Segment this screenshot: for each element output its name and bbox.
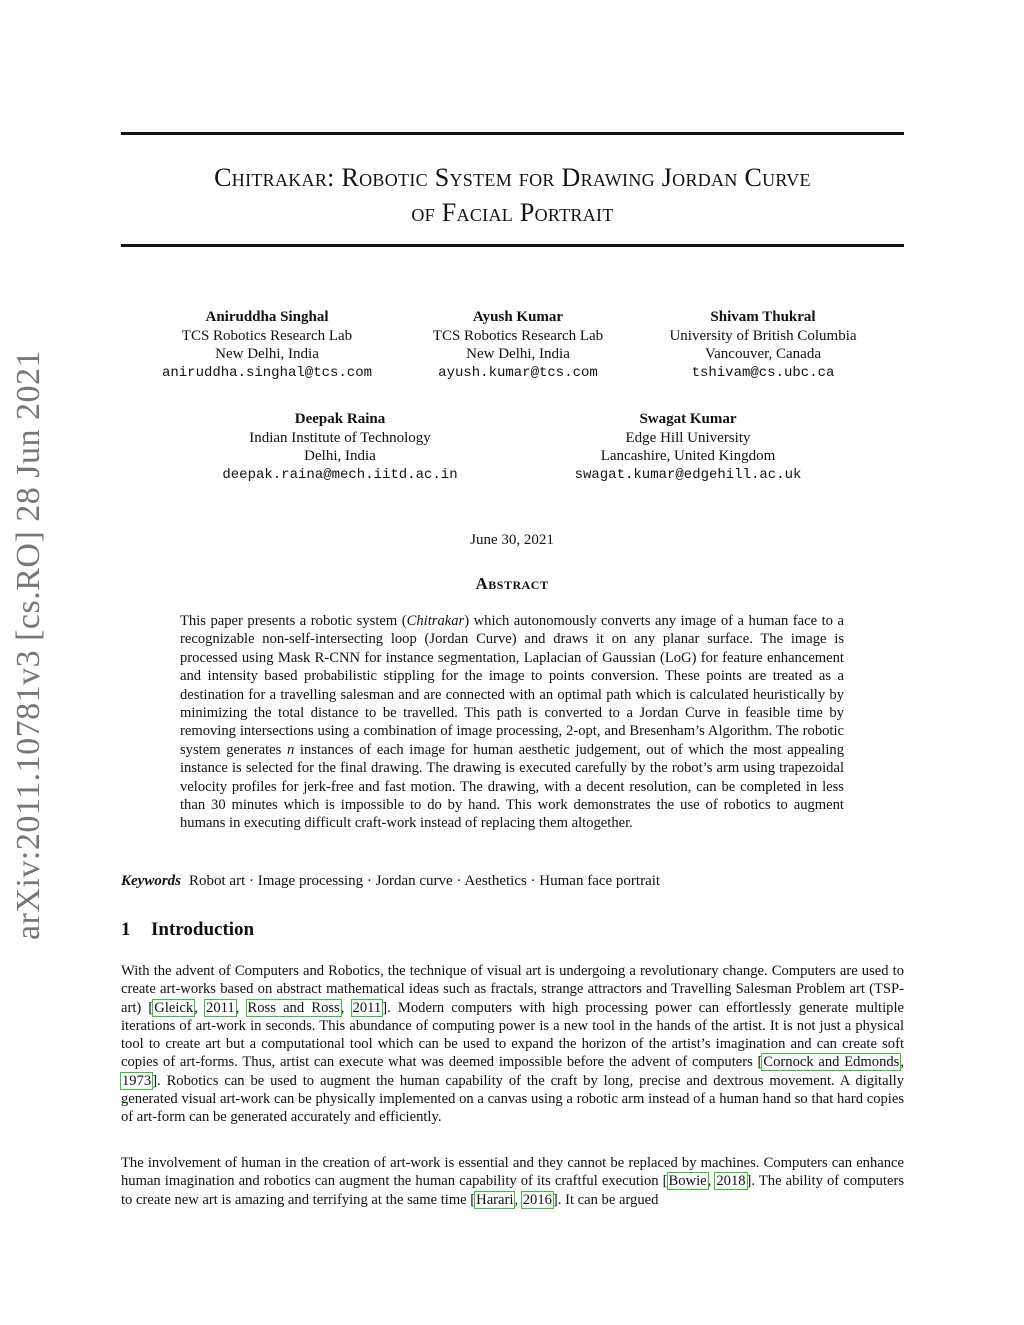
section-number: 1 — [121, 919, 131, 940]
author-name: Ayush Kumar — [472, 309, 564, 325]
citation-link-harari[interactable]: Harari — [476, 1191, 514, 1208]
paragraph-text: The involvement of human in the creation of art-work is essential and they cannot be replaced by machines. Computers can enhance human imagination and robotics can augment the human capability of its craftful execution [ — [121, 1155, 904, 1190]
citation-link-harari-year[interactable]: 2016 — [522, 1191, 552, 1208]
author-name: Aniruddha Singhal — [205, 309, 329, 325]
author-name: Swagat Kumar — [639, 411, 737, 427]
author-location: Lancashire, United Kingdom — [600, 448, 776, 464]
author-email-link[interactable]: deepak.raina@mech.iitd.ac.in — [222, 466, 458, 483]
author-block — [378, 308, 658, 382]
paragraph-text: ]. Modern computers with high processing power can effortlessly generate multiple iterations of art-work in seconds. This abundance of computing power is a new tool in the hands of the artist. It is not just a physical tool to create art but a computational tool which can be used to expand the horizon of the artist’s imagination and can create soft copies of art-forms. Thus, artist can execute what was deemed impossible before the advent of computers [ — [121, 999, 904, 1071]
intro-paragraph-1: With the advent of Computers and Robotics, the technique of visual art is undergoing a revolutionary change. Computers are used to create art-works based on abstract mathematical ideas such as fractals, strange attractors and Travelling Salesman Problem art (TSP-art) [Gleick, 2011, Ross and Ross, 2011]. Modern computers with high processing power can effortlessly generate multiple iterations of art-work in seconds. This abundance of computing power is a new tool in the hands of the artist. It is not just a physical tool to create art but a computational tool which can be used to expand the horizon of the artist’s imagination and can create soft copies of art-forms. Thus, artist can execute what was deemed impossible before the advent of computers [Cornock and Edmonds, 1973]. Robotics can be used to augment the human capability of the craft by long, precise and dextrous movement. A digitally generated visual art-work can be physically implemented on a canvas using a robotic arm instead of a human hand so that hard copies of art-form can be generated accurately and efficiently. — [121, 963, 905, 1126]
citation-link-ross-year[interactable]: 2011 — [352, 999, 382, 1016]
author-block — [538, 410, 838, 484]
paragraph-text: ]. It can be argued — [552, 1191, 659, 1208]
paper-title-line-1: Chitrakar: Robotic System for Drawing Jordan Curve — [214, 163, 811, 192]
author-location: Vancouver, Canada — [704, 346, 821, 362]
paragraph-text: ]. The ability of computers to create new art is amazing and terrifying at the same time [ — [121, 1173, 905, 1208]
keywords-list: Robot art · Image processing · Jordan curve · Aesthetics · Human face portrait — [189, 873, 661, 889]
section-heading-introduction — [121, 918, 254, 942]
abstract-text — [180, 612, 844, 833]
math-variable-n: n — [286, 741, 295, 758]
author-location: New Delhi, India — [215, 346, 319, 362]
author-block — [190, 410, 490, 484]
keywords-label: Keywords — [121, 873, 181, 889]
author-name: Deepak Raina — [294, 411, 386, 427]
citation-link-bowie[interactable]: Bowie — [668, 1173, 707, 1190]
keywords-line — [121, 872, 904, 890]
title-top-rule — [121, 132, 904, 135]
author-block — [630, 308, 896, 382]
citation-link-cornock-year[interactable]: 1973 — [122, 1072, 152, 1089]
author-email-link[interactable]: ayush.kumar@tcs.com — [438, 364, 598, 381]
author-location: New Delhi, India — [466, 346, 570, 362]
author-affiliation: TCS Robotics Research Lab — [432, 327, 604, 344]
abstract-heading: Abstract — [475, 574, 549, 593]
author-affiliation: TCS Robotics Research Lab — [181, 327, 353, 344]
citation-link-gleick-year[interactable]: 2011 — [206, 999, 235, 1016]
system-name-italic: Chitrakar — [406, 613, 465, 629]
arxiv-identifier-stamp: arXiv:2011.10781v3 [cs.RO] 28 Jun 2021 — [10, 349, 47, 940]
title-bottom-rule — [121, 244, 904, 247]
author-affiliation: Indian Institute of Technology — [249, 429, 431, 446]
author-location: Delhi, India — [304, 448, 376, 464]
abstract-text-part: instances of each image for human aesthetic judgement, out of which the most appealing instance is selected for the final drawing. The drawing is executed carefully by the robot’s arm using trapezoidal velocity profiles for jerk-free and fast motion. The drawing, with a decent resolution, can be completed in less than 30 minutes which is impossible to do by hand. This work demonstrates the use of robotics to augment humans in executing difficult craft-work instead of replacing them altogether. — [180, 741, 844, 832]
author-email-link[interactable]: aniruddha.singhal@tcs.com — [161, 364, 373, 381]
author-email-link[interactable]: swagat.kumar@edgehill.ac.uk — [574, 466, 802, 483]
citation-link-bowie-year[interactable]: 2018 — [716, 1173, 746, 1190]
citation-link-ross[interactable]: Ross and Ross — [247, 999, 340, 1016]
section-title: Introduction — [151, 919, 255, 940]
abstract-text-part: This paper presents a robotic system ( — [180, 613, 407, 629]
intro-paragraph-2: The involvement of human in the creation of art-work is essential and they cannot be replaced by machines. Computers can enhance human imagination and robotics can augment the human capability of its craftful execution [Bowie, 2018]. The ability of computers to create new art is amazing and terrifying at the same time [Harari, 2016]. It can be argued — [121, 1155, 905, 1208]
author-name: Shivam Thukral — [710, 309, 816, 325]
author-block — [126, 308, 408, 382]
paragraph-text: ]. Robotics can be used to augment the human capability of the craft by long, precise and dextrous movement. A digitally generated visual art-work can be physically implemented on a canvas using a robotic arm instead of a human hand so that hard copies of art-form can be generated accurately and efficiently. — [121, 1072, 904, 1126]
citation-link-cornock[interactable]: Cornock and Edmonds — [763, 1054, 900, 1071]
citation-link-gleick[interactable]: Gleick — [154, 999, 194, 1016]
author-affiliation: Edge Hill University — [625, 429, 751, 446]
paper-date: June 30, 2021 — [470, 532, 554, 548]
author-affiliation: University of British Columbia — [669, 327, 857, 344]
paper-title-line-2: of Facial Portrait — [411, 198, 614, 227]
paragraph-text: With the advent of Computers and Robotics, the technique of visual art is undergoing a revolutionary change. Computers are used to create art-works based on abstract mathematical ideas such as fractals, strange attractors and Travelling Salesman Problem art (TSP-art) [ — [121, 963, 904, 1016]
author-email-link[interactable]: tshivam@cs.ubc.ca — [691, 364, 835, 381]
abstract-text-part: ) which autonomously converts any image of a human face to a recognizable non-self-intersecting loop (Jordan Curve) and draws it on any planar surface. The image is processed using Mask R-CNN for instance segmentation, Laplacian of Gaussian (LoG) for feature enhancement and intensity based probabilistic stippling for the image to points conversion. These points are treated as a destination for a travelling salesman and are connected with an optimal path which is calculated heuristically by minimizing the total distance to be travelled. This path is converted to a Jordan Curve in feasible time by removing intersections using a combination of image processing, 2-opt, and Bresenham’s Algorithm. The robotic system generates — [180, 613, 844, 758]
